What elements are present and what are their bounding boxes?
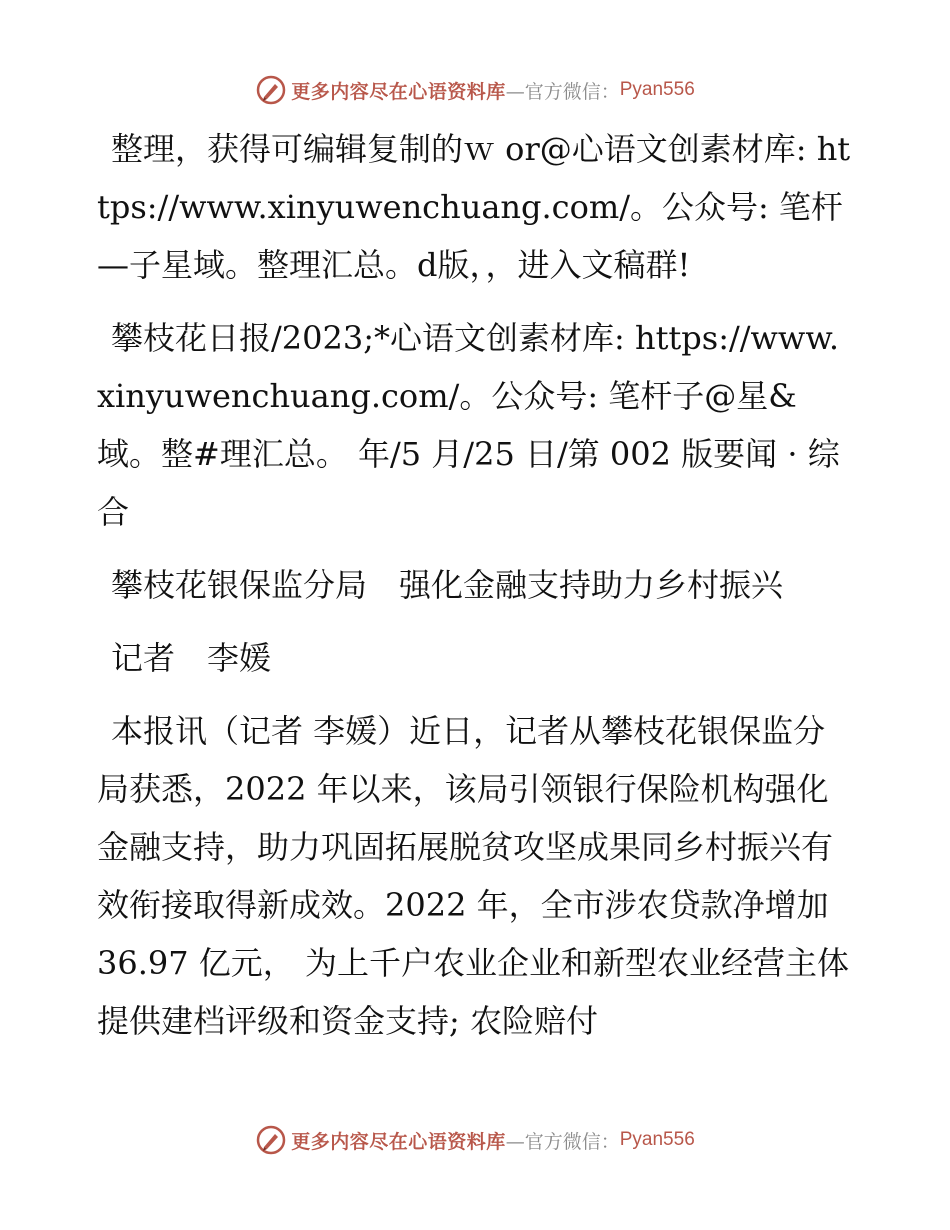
banner-wechat-id: Pyan556 bbox=[619, 1129, 695, 1150]
article-byline: 记者 李媛 bbox=[111, 639, 272, 677]
banner-sub-text: —官方微信： bbox=[505, 1130, 620, 1153]
footer-watermark-banner bbox=[0, 1120, 950, 1160]
banner-main-text: 更多内容尽在心语资料库 bbox=[291, 1130, 506, 1153]
header-watermark-banner bbox=[0, 70, 950, 110]
banner-sub-text: —官方微信： bbox=[505, 80, 620, 103]
document-body bbox=[97, 120, 857, 1065]
pen-logo-icon bbox=[255, 74, 287, 106]
banner-wechat-id: Pyan556 bbox=[619, 79, 695, 100]
article-body-paragraph: 本报讯（记者 李媛）近日，记者从攀枝花银保监分局获悉，2022 年以来，该局引领银行保险机构强化金融支持，助力巩固拓展脱贫攻坚成果同乡村振兴有效衔接取得新成效。2022 年，全市涉农贷款净增加 36.97 亿元， 为上千户农业企业和新型农业经营主体提供建档评级和资金支持; 农险赔付 bbox=[97, 712, 849, 1040]
pen-logo-icon bbox=[255, 1124, 287, 1156]
article-title: 攀枝花银保监分局 强化金融支持助力乡村振兴 bbox=[111, 566, 784, 604]
banner-main-text: 更多内容尽在心语资料库 bbox=[291, 80, 506, 103]
intro-paragraph: 整理，获得可编辑复制的ｗ or@心语文创素材库: https://www.xinyuwenchuang.com/。公众号: 笔杆—子星域。整理汇总。d版，，进入文稿群! bbox=[97, 130, 851, 284]
source-paragraph: 攀枝花日报/2023;*心语文创素材库: https://www.xinyuwenchuang.com/。公众号: 笔杆子@星&域。整#理汇总。 年/5 月/25 日/第 002 版要闻 · 综合 bbox=[97, 319, 840, 531]
